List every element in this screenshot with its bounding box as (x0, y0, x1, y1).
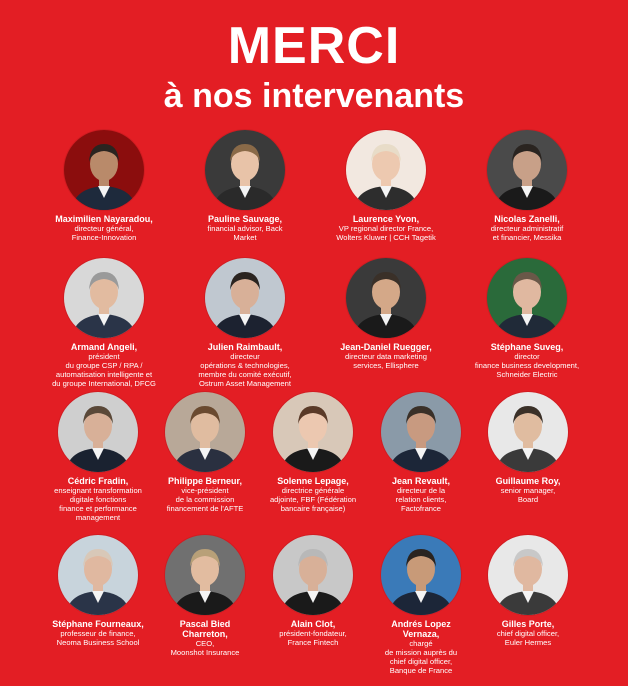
speaker-name: Armand Angeli, (70, 342, 138, 352)
portrait-icon (205, 258, 285, 338)
speaker-photo (346, 258, 426, 338)
speaker-photo (273, 392, 353, 472)
speaker-photo (381, 535, 461, 615)
page-title: MERCI (227, 17, 401, 75)
speaker-card (252, 392, 374, 513)
portrait-icon (64, 130, 144, 210)
speaker-role: chief digital officer, Euler Hermes (496, 629, 560, 647)
speaker-photo (381, 392, 461, 472)
speaker-caption (37, 619, 159, 647)
speaker-caption (325, 342, 447, 370)
speaker-caption (467, 476, 589, 504)
portrait-icon (488, 392, 568, 472)
speaker-card (144, 535, 266, 657)
speaker-name: Stéphane Suveg, (490, 342, 564, 352)
speaker-role: directrice générale adjointe, FBF (Fédération bancaire française) (269, 486, 357, 513)
speaker-role: director finance business development, Schneider Electric (474, 352, 580, 379)
speaker-caption (43, 342, 165, 388)
speaker-photo (273, 535, 353, 615)
speaker-name: Solenne Lepage, (277, 476, 349, 486)
speaker-name: Nicolas Zanelli, (494, 214, 560, 224)
speaker-caption (360, 476, 482, 513)
speaker-card (144, 392, 266, 513)
speaker-card (466, 130, 588, 242)
speaker-caption (184, 342, 306, 388)
speaker-photo (488, 535, 568, 615)
speaker-name: Andrés Lopez Vernaza, (391, 619, 451, 639)
speaker-photo (58, 535, 138, 615)
speaker-card (184, 130, 306, 242)
portrait-icon (487, 258, 567, 338)
portrait-icon (381, 535, 461, 615)
speaker-role: VP regional director France, Wolters Kluwer | CCH Tagetik (336, 224, 436, 242)
speaker-name: Laurence Yvon, (352, 214, 420, 224)
speaker-name: Jean-Daniel Ruegger, (340, 342, 432, 352)
portrait-icon (381, 392, 461, 472)
speaker-photo (165, 392, 245, 472)
speaker-caption (360, 619, 482, 675)
speaker-role: directeur général, Finance-Innovation (71, 224, 137, 242)
speaker-card (37, 535, 159, 647)
speaker-card (184, 258, 306, 388)
speaker-role: CEO, Moonshot Insurance (170, 639, 240, 657)
speaker-photo (165, 535, 245, 615)
portrait-icon (58, 392, 138, 472)
speaker-name: Maximilien Nayaradou, (55, 214, 153, 224)
speaker-photo (64, 130, 144, 210)
speaker-card (360, 392, 482, 513)
portrait-icon (273, 535, 353, 615)
speaker-role: enseignant transformation digitale fonctions finance et performance management (54, 486, 142, 522)
speaker-card (43, 130, 165, 242)
speaker-photo (346, 130, 426, 210)
speaker-caption (252, 476, 374, 513)
speaker-photo (64, 258, 144, 338)
portrait-icon (346, 130, 426, 210)
speaker-name: Stéphane Fourneaux, (52, 619, 144, 629)
speaker-name: Philippe Berneur, (167, 476, 243, 486)
speaker-card (467, 392, 589, 504)
speaker-caption (467, 619, 589, 647)
speaker-caption (37, 476, 159, 522)
speaker-name: Pauline Sauvage, (207, 214, 283, 224)
speaker-photo (205, 130, 285, 210)
speaker-name: Pascal Bied Charreton, (179, 619, 231, 639)
speaker-caption (466, 342, 588, 379)
portrait-icon (346, 258, 426, 338)
speaker-name: Guillaume Roy, (495, 476, 561, 486)
speaker-photo (205, 258, 285, 338)
speaker-caption (252, 619, 374, 647)
portrait-icon (165, 535, 245, 615)
speaker-name: Julien Raimbault, (207, 342, 283, 352)
speaker-role: chargé de mission auprès du chief digital officer, Banque de France (384, 639, 458, 675)
speaker-card (325, 258, 447, 370)
speaker-card (360, 535, 482, 675)
portrait-icon (165, 392, 245, 472)
speaker-role: directeur opérations & technologies, membre du comité exécutif, Ostrum Asset Management (198, 352, 292, 388)
speaker-role: directeur administratif et financier, Messika (490, 224, 564, 242)
speaker-card (43, 258, 165, 388)
speaker-role: directeur de la relation clients, Factofrance (395, 486, 447, 513)
speaker-name: Gilles Porte, (501, 619, 555, 629)
speaker-photo (58, 392, 138, 472)
speaker-name: Jean Revault, (391, 476, 451, 486)
speaker-caption (43, 214, 165, 242)
speaker-caption (466, 214, 588, 242)
speaker-name: Cédric Fradin, (67, 476, 129, 486)
speaker-role: financial advisor, Back Market (207, 224, 283, 242)
speaker-role: vice-président de la commission financement de l'AFTE (166, 486, 244, 513)
page-subtitle: à nos intervenants (163, 77, 465, 115)
speaker-caption (184, 214, 306, 242)
speaker-card (325, 130, 447, 242)
speaker-card (37, 392, 159, 522)
speaker-card (466, 258, 588, 379)
speaker-caption (325, 214, 447, 242)
portrait-icon (273, 392, 353, 472)
speaker-role: directeur data marketing services, Ellisphere (345, 352, 427, 370)
speaker-photo (488, 392, 568, 472)
speaker-photo (487, 258, 567, 338)
portrait-icon (205, 130, 285, 210)
speaker-photo (487, 130, 567, 210)
portrait-icon (64, 258, 144, 338)
speaker-role: président-fondateur, France Fintech (279, 629, 347, 647)
speaker-card (252, 535, 374, 647)
portrait-icon (487, 130, 567, 210)
speaker-role: président du groupe CSP / RPA / automatisation intelligente et du groupe International, DFCG (52, 352, 156, 388)
portrait-icon (488, 535, 568, 615)
speaker-caption (144, 619, 266, 657)
speaker-role: senior manager, Board (500, 486, 556, 504)
speaker-role: professeur de finance, Neoma Business School (56, 629, 140, 647)
speaker-name: Alain Clot, (290, 619, 336, 629)
portrait-icon (58, 535, 138, 615)
speaker-card (467, 535, 589, 647)
speaker-caption (144, 476, 266, 513)
